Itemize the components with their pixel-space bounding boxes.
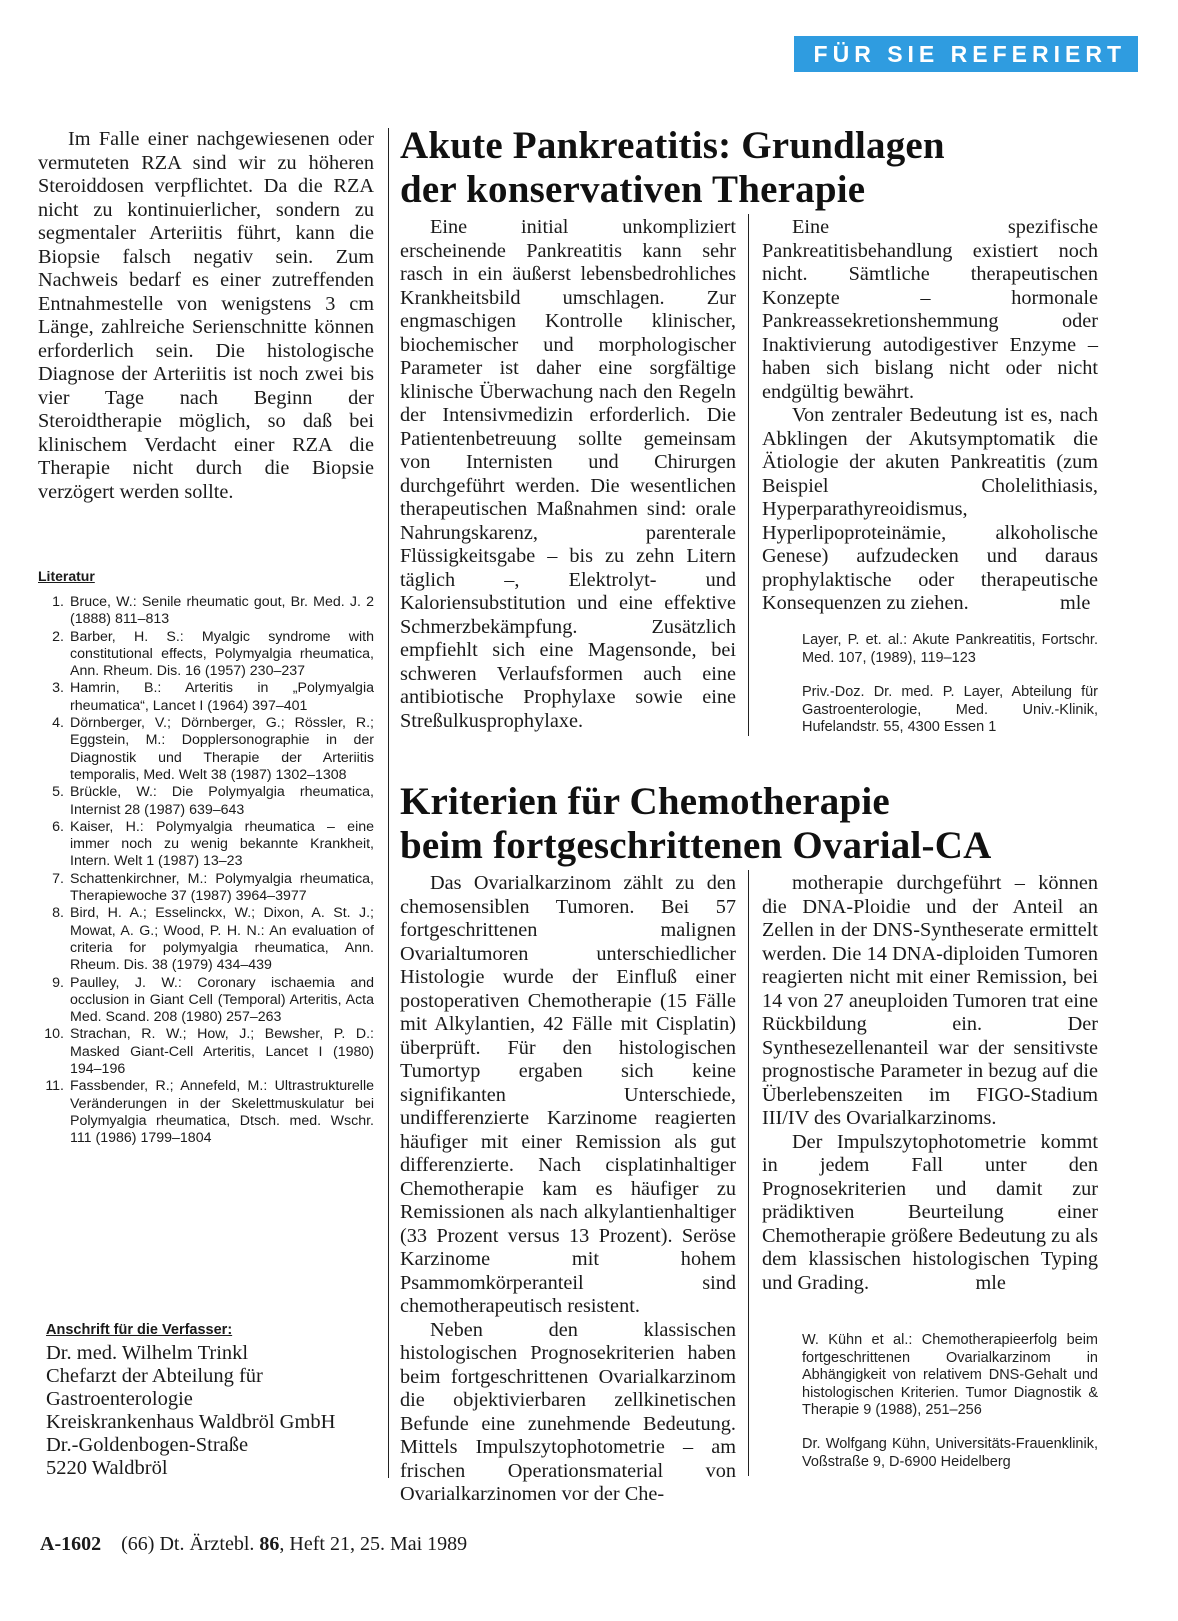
footer-page-number: (66)	[121, 1533, 155, 1555]
literature-item-number: 3.	[52, 680, 64, 697]
literature-item	[38, 715, 374, 784]
literature-item-number: 1.	[52, 594, 64, 610]
literature-item-number: 6.	[52, 818, 64, 835]
literature-item-text: Paulley, J. W.: Coronary ischaemia and occlusion in Giant Cell (Temporal) Arteritis, Acta Med. Scand. 208 (1980) 257–263	[70, 974, 374, 1026]
literature-item-text: Barber, H. S.: Myalgic syndrome with constitutional effects, Polymyalgia rheumatica, Ann. Rheum. Dis. 16 (1957) 230–237	[70, 628, 374, 680]
article2-headline	[400, 780, 1140, 868]
footer-volume: 86	[259, 1533, 280, 1555]
address-line: Dr. med. Wilhelm Trinkl	[46, 1342, 249, 1364]
literature-item	[38, 905, 374, 974]
address-line: Dr.-Goldenbogen-Straße	[46, 1434, 249, 1456]
article1-paragraph: Eine spezifische Pankreatitisbehandlung existiert noch nicht. Sämtliche therapeutischen Konzepte – hormonale Pankreassekretionshemmung oder Inaktivierung autodigestiver Enzyme – haben sich bislang nicht oder nicht endgültig bewährt.	[762, 216, 1098, 403]
literature-item-number: 10.	[44, 1026, 64, 1043]
literature-list	[38, 594, 374, 1148]
literature-item-number: 2.	[52, 628, 64, 645]
footer-journal: Dt. Ärztebl.	[159, 1533, 255, 1555]
literature-item-number: 4.	[52, 715, 64, 732]
literature-item-text: Bird, H. A.; Esselinckx, W.; Dixon, A. St. J.; Mowat, A. G.; Wood, P. H. N.: An evaluation of criteria for polymyalgia rheumatica, Ann. Rheum. Dis. 38 (1979) 434–439	[70, 905, 374, 974]
column-rule	[388, 128, 389, 1478]
article2-column1	[400, 872, 736, 1507]
article1-paragraph	[762, 404, 1098, 616]
footer-page-id: A-1602	[40, 1533, 102, 1555]
literature-item	[38, 871, 374, 906]
article2-paragraph: Neben den klassischen histologischen Prognosekriterien haben beim fortgeschrittenen Ovarialkarzinom die objektivierbaren zellkinetischen Befunde eine zunehmende Bedeutung. Mittels Impulszytophotometrie – am frischen Operationsmaterial von Ovarialkarzinomen vor der Che-	[400, 1318, 736, 1505]
section-banner: FÜR SIE REFERIERT	[794, 36, 1138, 72]
column-rule	[748, 214, 749, 736]
literature-item	[38, 784, 374, 819]
address-title: Anschrift für die Verfasser:	[46, 1322, 233, 1338]
literature-item	[38, 1078, 374, 1147]
article1-column1	[400, 216, 736, 733]
article2-headline-line1: Kriterien für Chemotherapie	[400, 780, 890, 823]
article1-source-citation: Layer, P. et. al.: Akute Pankreatitis, Fortschr. Med. 107, (1989), 119–123	[802, 632, 1098, 666]
left-column-paragraph: Im Falle einer nachgewiesenen oder vermuteten RZA sind wir zu höheren Steroiddosen verpflichtet. Da die RZA nicht zu kontinuierlicher, sondern zu segmentaler Arteriitis führt, kann die Biopsie falsch negativ sein. Zum Nachweis bedarf es einer zutreffenden Entnahmestelle von wenigstens 3 cm Länge, zahlreiche Serienschnitte können erforderlich sein. Die histologische Diagnose der Arteriitis ist noch zwei bis vier Tage nach Beginn der Steroidtherapie möglich, so daß bei klinischem Verdacht einer RZA die Therapie nicht durch die Biopsie verzögert werden sollte.	[38, 128, 374, 503]
article2-source	[802, 1332, 1098, 1420]
article2-paragraph-text: Der Impulszytophotometrie kommt in jedem Fall unter den Prognosekriterien und damit zur prädiktiven Beurteilung einer Chemotherapie größere Bedeutung zu als dem klassischen histologischen Typing und Grading.	[762, 1130, 1098, 1294]
article2-signature: mle	[975, 1271, 1006, 1294]
article1-headline-line1: Akute Pankreatitis: Grundlagen	[400, 124, 945, 167]
article2-author-address: Dr. Wolfgang Kühn, Universitäts-Frauenklinik, Voßstraße 9, D-6900 Heidelberg	[802, 1436, 1098, 1470]
article1-author-address: Priv.-Doz. Dr. med. P. Layer, Abteilung für Gastroenterologie, Med. Univ.-Klinik, Hufelandstr. 55, 4300 Essen 1	[802, 684, 1098, 735]
literature-item	[38, 1026, 374, 1078]
article1-signature: mle	[1059, 592, 1091, 614]
article2-paragraph	[762, 1131, 1098, 1296]
literature-item	[38, 975, 374, 1027]
literature-item-text: Brückle, W.: Die Polymyalgia rheumatica, Internist 28 (1987) 639–643	[70, 784, 374, 818]
article1-headline	[400, 124, 1140, 212]
literature-title: Literatur	[38, 568, 95, 584]
address-block	[46, 1322, 376, 1480]
literature-item	[38, 819, 374, 871]
literature-item-text: Kaiser, H.: Polymyalgia rheumatica – eine immer noch zu wenig bekannte Krankheit, Intern. Welt 1 (1987) 13–23	[70, 818, 374, 870]
literature-item	[38, 629, 374, 681]
article2-column2	[762, 872, 1098, 1295]
article2-paragraph: motherapie durchgeführt – können die DNA-Ploidie und der Anteil an Zellen in der DNS-Syntheserate ermittelt werden. Die 14 DNA-diploiden Tumoren reagierten nicht mit einer Remission, bei 14 von 27 aneuploiden Tumoren trat eine Rückbildung ein. Der Synthesezellenanteil war der sensitivste prognostische Parameter in bezug auf die Überlebenszeiten im FIGO-Stadium III/IV des Ovarialkarzinoms.	[762, 872, 1098, 1129]
article2-paragraph: Das Ovarialkarzinom zählt zu den chemosensiblen Tumoren. Bei 57 fortgeschrittenen malignen Ovarialtumoren unterschiedlicher Histologie wurde der Einfluß einer postoperativen Chemotherapie (15 Fälle mit Alkylantien, 42 Fälle mit Cisplatin) überprüft. Für den histologischen Tumortyp ergaben sich keine signifikanten Unterschiede, undifferenzierte Karzinome reagierten häufiger mit einer Remission als gut differenzierte. Nach cisplatinhaltiger Chemotherapie kam es häufiger zu Remissionen als nach alkylantienhaltiger (33 Prozent versus 13 Prozent). Seröse Karzinome mit hohem Psammomkörperanteil sind chemotherapeutisch resistent.	[400, 872, 736, 1317]
article1-source	[802, 632, 1098, 667]
article1-author	[802, 684, 1098, 737]
address-line: Chefarzt der Abteilung für	[46, 1365, 263, 1387]
literature-section	[38, 568, 374, 1148]
address-line: Gastroenterologie	[46, 1388, 193, 1410]
article1-paragraph-text: Von zentraler Bedeutung ist es, nach Abklingen der Akutsymptomatik die Ätiologie der akuten Pankreatitis (zum Beispiel Cholelithiasis, Hyperparathyreoidismus, Hyperlipoproteinämie, alkoholische Genese) aufzudecken und daraus prophylaktische oder therapeutische Konsequenzen zu ziehen.	[762, 404, 1098, 614]
literature-item-text: Dörnberger, V.; Dörnberger, G.; Rössler, R.; Eggstein, M.: Dopplersonographie in der Diagnostik und Therapie der Arteriitis temporalis, Med. Welt 38 (1987) 1302–1308	[70, 715, 374, 783]
address-line: 5220 Waldbröl	[46, 1457, 168, 1479]
article2-headline-line2: beim fortgeschrittenen Ovarial-CA	[400, 824, 992, 867]
literature-item-number: 7.	[52, 870, 64, 887]
article2-author	[802, 1436, 1098, 1471]
article1-headline-line2: der konservativen Therapie	[400, 168, 866, 211]
literature-item-number: 9.	[52, 974, 64, 991]
page-footer	[40, 1532, 740, 1556]
literature-item-text: Fassbender, R.; Annefeld, M.: Ultrastrukturelle Veränderungen in der Skelettmuskulatur bei Polymyalgia rheumatica, Dtsch. med. Wschr. 111 (1986) 1799–1804	[70, 1078, 374, 1147]
literature-item-number: 11.	[45, 1078, 64, 1095]
left-column-text	[38, 128, 374, 504]
literature-item-text: Bruce, W.: Senile rheumatic gout, Br. Med. J. 2 (1888) 811–813	[70, 594, 374, 628]
footer-issue: , Heft 21, 25. Mai 1989	[279, 1533, 468, 1555]
article1-column2	[762, 216, 1098, 616]
literature-item-text: Schattenkirchner, M.: Polymyalgia rheumatica, Therapiewoche 37 (1987) 3964–3977	[70, 870, 374, 905]
literature-item-text: Hamrin, B.: Arteritis in „Polymyalgia rheumatica“, Lancet I (1964) 397–401	[70, 680, 374, 714]
address-line: Kreiskrankenhaus Waldbröl GmbH	[46, 1411, 336, 1433]
column-rule	[748, 870, 749, 1476]
literature-item	[38, 680, 374, 715]
article1-paragraph: Eine initial unkompliziert erscheinende Pankreatitis kann sehr rasch in ein äußerst lebensbedrohliches Krankheitsbild umschlagen. Zur engmaschigen Kontrolle klinischer, biochemischer und morphologischer Parameter ist daher eine sorgfältige klinische Überwachung nach den Regeln der Intensivmedizin erforderlich. Die Patientenbetreuung sollte gemeinsam von Internisten und Chirurgen durchgeführt werden. Die wesentlichen therapeutischen Maßnahmen sind: orale Nahrungskarenz, parenterale Flüssigkeitsgabe – bis zu zehn Litern täglich –, Elektrolyt- und Kaloriensubstitution und eine effektive Schmerzbekämpfung. Zusätzlich empfiehlt sich eine Magensonde, bei schweren Verlaufsformen auch eine antibiotische Prophylaxe sowie eine Streßulkusprophylaxe.	[400, 216, 736, 732]
literature-item-number: 5.	[52, 784, 64, 801]
literature-item-number: 8.	[52, 905, 64, 922]
article2-source-citation: W. Kühn et al.: Chemotherapieerfolg beim fortgeschrittenen Ovarialkarzinom in Abhängigkeit von relativem DNS-Gehalt und histologischen Kriterien. Tumor Diagnostik & Therapie 9 (1988), 251–256	[802, 1332, 1098, 1418]
literature-item-text: Strachan, R. W.; How, J.; Bewsher, P. D.: Masked Giant-Cell Arteritis, Lancet I (1980) 194–196	[70, 1026, 374, 1078]
literature-item	[38, 594, 374, 629]
